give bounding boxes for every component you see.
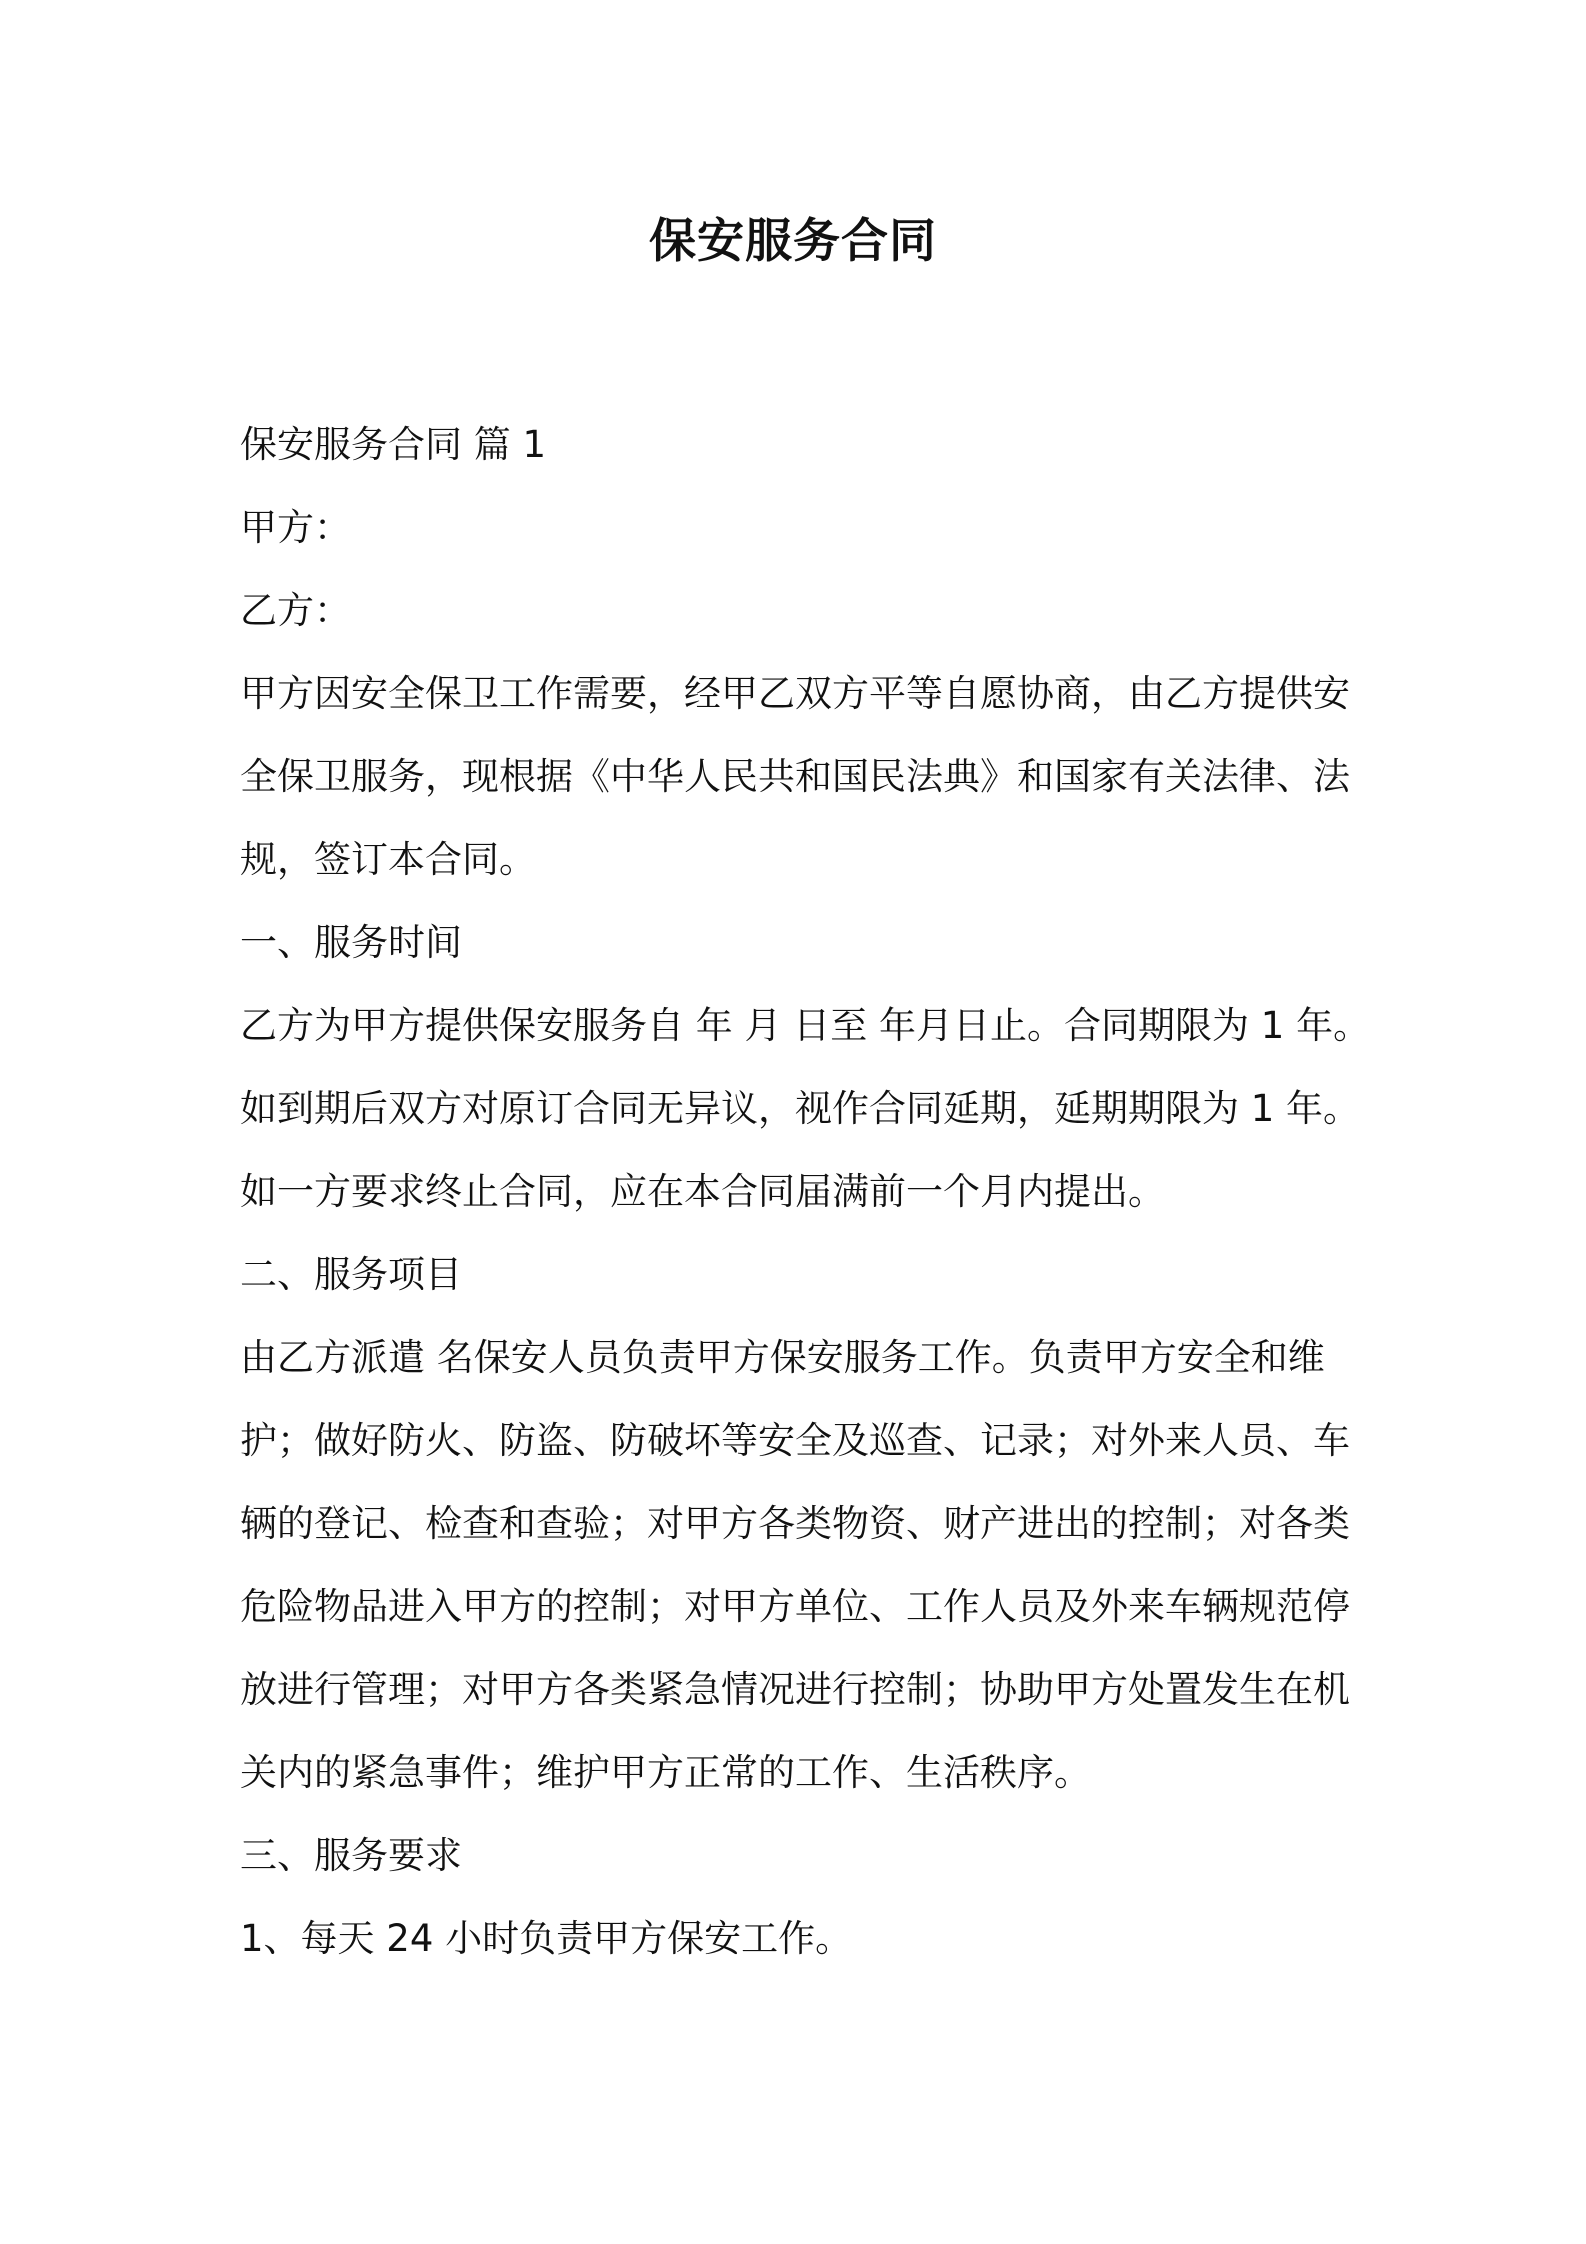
party-b-line: 乙方： <box>240 589 351 632</box>
section-heading-service-items: 二、服务项目 <box>240 1253 462 1296</box>
paragraph-line: 关内的紧急事件；维护甲方正常的工作、生活秩序。 <box>240 1751 1091 1794</box>
paragraph-line: 全保卫服务，现根据《中华人民共和国民法典》和国家有关法律、法 <box>240 755 1350 798</box>
document-body <box>240 403 1371 1980</box>
document-title: 保安服务合同 <box>649 214 937 269</box>
section-heading-article-1: 保安服务合同 篇 1 <box>240 423 547 466</box>
paragraph-line: 规，签订本合同。 <box>240 838 536 881</box>
party-a-line: 甲方： <box>240 506 351 549</box>
section-heading-service-time: 一、服务时间 <box>240 921 462 964</box>
paragraph-line: 危险物品进入甲方的控制；对甲方单位、工作人员及外来车辆规范停 <box>240 1585 1350 1628</box>
paragraph-line: 辆的登记、检查和查验；对甲方各类物资、财产进出的控制；对各类 <box>240 1502 1350 1545</box>
paragraph-line: 乙方为甲方提供保安服务自 年 月 日至 年月日止。合同期限为 1 年。 <box>240 1004 1371 1047</box>
section-heading-service-requirements: 三、服务要求 <box>240 1834 462 1877</box>
paragraph-line: 如到期后双方对原订合同无异议，视作合同延期，延期期限为 1 年。 <box>240 1087 1361 1130</box>
paragraph-line: 甲方因安全保卫工作需要，经甲乙双方平等自愿协商，由乙方提供安 <box>240 672 1350 715</box>
paragraph-line: 如一方要求终止合同，应在本合同届满前一个月内提出。 <box>240 1170 1165 1213</box>
paragraph-line: 护；做好防火、防盗、防破坏等安全及巡查、记录；对外来人员、车 <box>240 1419 1350 1462</box>
list-item: 1、每天 24 小时负责甲方保安工作。 <box>240 1917 853 1960</box>
paragraph-line: 放进行管理；对甲方各类紧急情况进行控制；协助甲方处置发生在机 <box>240 1668 1350 1711</box>
paragraph-line: 由乙方派遣 名保安人员负责甲方保安服务工作。负责甲方安全和维 <box>240 1336 1325 1379</box>
